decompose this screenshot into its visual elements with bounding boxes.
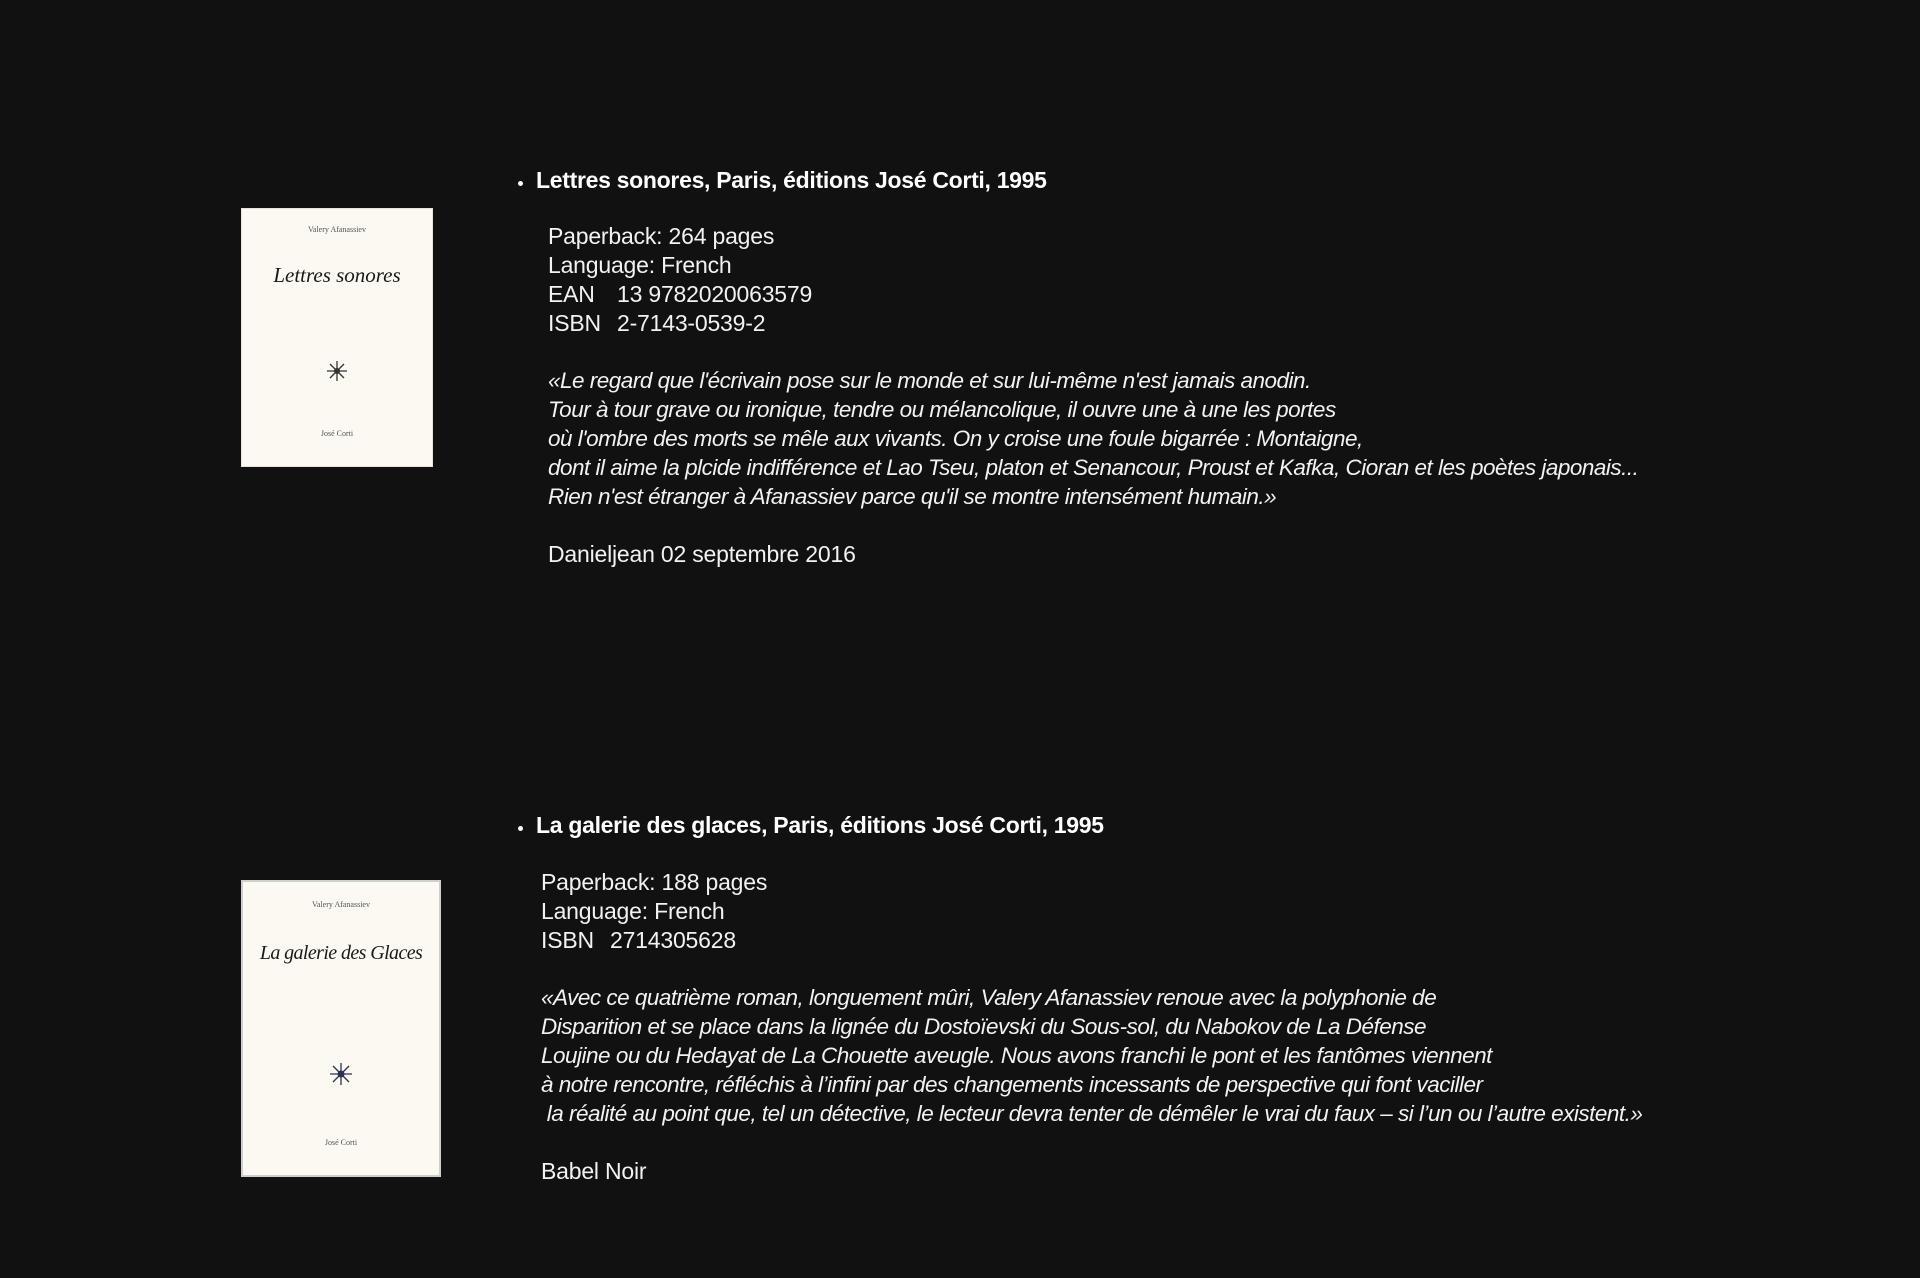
book-review-quote	[548, 366, 1638, 511]
isbn-label: ISBN	[541, 927, 594, 953]
ean-value: 13 9782020063579	[617, 281, 813, 307]
pages-info: Paperback: 188 pages	[541, 869, 768, 895]
quote-line: «Avec ce quatrième roman, longuement mûri, Valery Afanassiev renoue avec la polyphonie de	[541, 985, 1437, 1010]
ean-label: EAN	[548, 281, 595, 307]
language-info: Language: French	[541, 898, 725, 924]
isbn-info	[541, 926, 767, 955]
book-cover-image	[241, 880, 441, 1177]
ean-info	[548, 280, 812, 309]
review-signature: Babel Noir	[541, 1158, 647, 1184]
cover-publisher: José Corti	[324, 1138, 358, 1147]
quote-line: à notre rencontre, réfléchis à l’infini par des changements incessants de perspective qui font vaciller	[541, 1072, 1483, 1097]
book-review-quote	[541, 983, 1642, 1128]
bullet-icon	[518, 181, 523, 186]
isbn-value: 2714305628	[610, 927, 736, 953]
isbn-label: ISBN	[548, 310, 601, 336]
book-heading: Lettres sonores, Paris, éditions José Corti, 1995	[536, 167, 1047, 193]
quote-line: Tour à tour grave ou ironique, tendre ou mélancolique, il ouvre une à une les portes	[548, 397, 1336, 422]
bullet-icon	[518, 826, 523, 831]
quote-line: Loujine ou du Hedayat de La Chouette aveugle. Nous avons franchi le pont et les fantômes viennent	[541, 1043, 1492, 1068]
cover-title: Lettres sonores	[273, 263, 401, 287]
quote-line: où l'ombre des morts se mêle aux vivants. On y croise une foule bigarrée : Montaigne,	[548, 426, 1363, 451]
book-heading: La galerie des glaces, Paris, éditions José Corti, 1995	[536, 812, 1104, 838]
quote-line: la réalité au point que, tel un détective, le lecteur devra tenter de démêler le vrai du faux – si l’un ou l’autre existent.»	[541, 1101, 1643, 1126]
pages-info: Paperback: 264 pages	[548, 223, 775, 249]
cover-title: La galerie des Glaces	[259, 942, 423, 964]
quote-line: dont il aime la plcide indifférence et Lao Tseu, platon et Senancour, Proust et Kafka, Cioran et les poètes japonais...	[548, 455, 1639, 480]
book-details	[548, 222, 812, 338]
quote-line: Disparition et se place dans la lignée du Dostoïevski du Sous-sol, du Nabokov de La Défense	[541, 1014, 1427, 1039]
quote-line: «Le regard que l'écrivain pose sur le monde et sur lui-même n'est jamais anodin.	[548, 368, 1311, 393]
review-signature: Danieljean 02 septembre 2016	[548, 541, 856, 567]
cover-author: Valery Afanassiev	[312, 900, 370, 909]
cover-publisher: José Corti	[320, 429, 354, 438]
book-details	[541, 868, 767, 955]
isbn-info	[548, 309, 812, 338]
quote-line: Rien n'est étranger à Afanassiev parce qu'il se montre intensément humain.»	[548, 484, 1277, 509]
isbn-value: 2-7143-0539-2	[617, 310, 766, 336]
language-info: Language: French	[548, 252, 732, 278]
ornament-icon	[329, 1062, 353, 1086]
cover-author: Valery Afanassiev	[308, 225, 366, 234]
book-cover-image	[241, 208, 433, 467]
ornament-icon	[326, 360, 348, 382]
